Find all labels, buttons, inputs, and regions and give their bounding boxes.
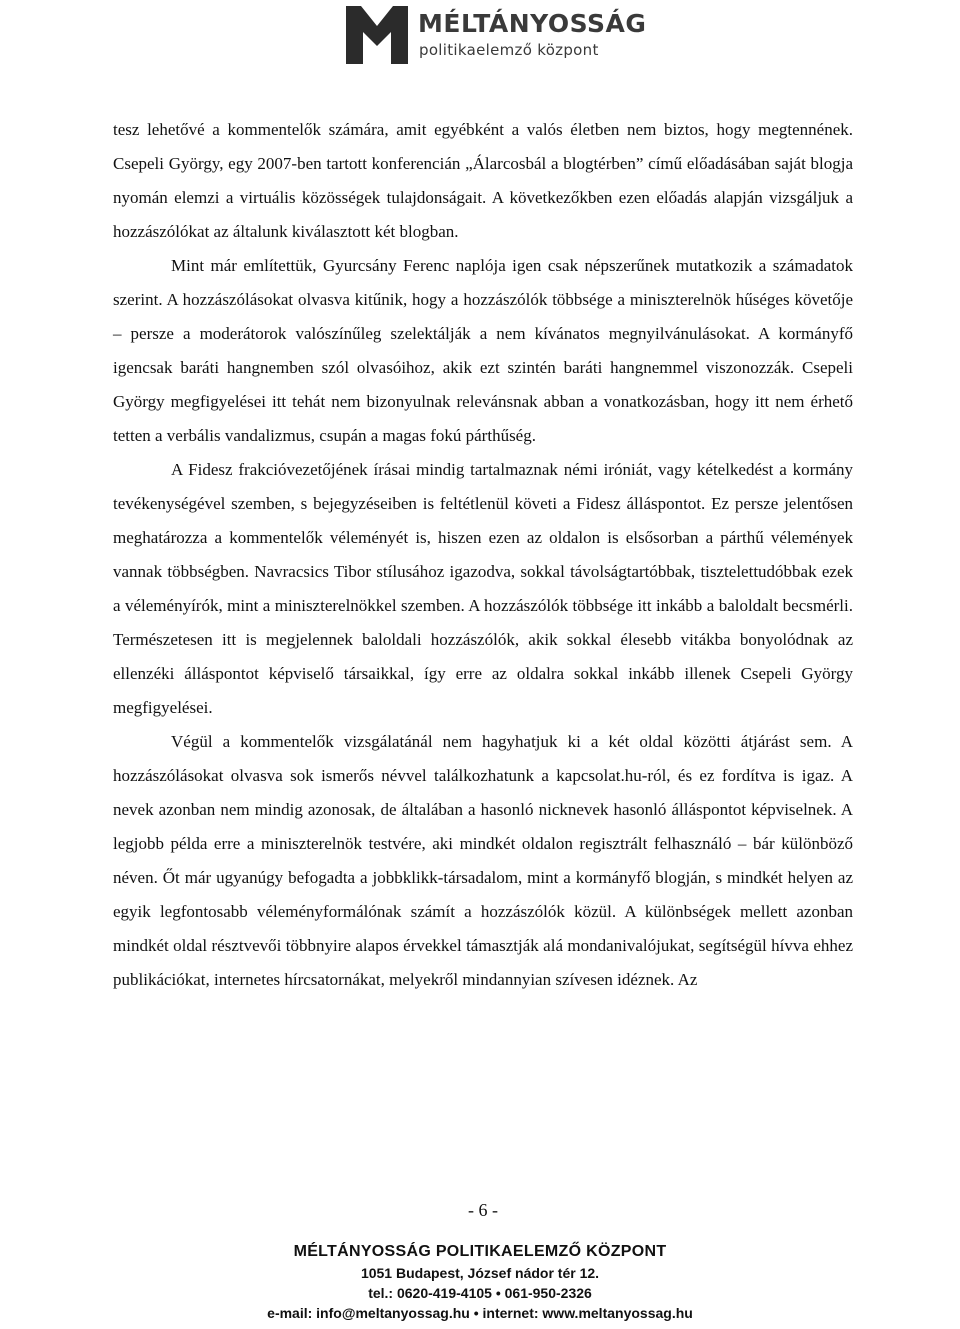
footer-contact: e-mail: info@meltanyossag.hu • internet: www.meltanyossag.hu [267, 1305, 693, 1321]
meltanyossag-logo-icon [346, 6, 408, 64]
page-footer [0, 1241, 960, 1323]
brand-subtitle: politikaelemző központ [419, 41, 599, 59]
brand-name: MÉLTÁNYOSSÁG [418, 9, 647, 38]
footer-title: MÉLTÁNYOSSÁG POLITIKAELEMZŐ KÖZPONT [293, 1243, 667, 1260]
paragraph: Végül a kommentelők vizsgálatánál nem hagyhatjuk ki a két oldal közötti átjárást sem. A hozzászólásokat olvasva sok ismerős névvel találkozhatunk a kapcsolat.hu-ról, és ez fordítva is igaz. A nevek azonban nem mindig azonosak, de általában a hasonló nicknevek hasonló álláspontot képviselnek. A legjobb példa erre a miniszterelnök testvére, aki mindkét oldalon regisztrált felhasználó – bár különböző néven. Őt már ugyanúgy befogadta a jobbklikk-társadalom, mint a kormányfő blogján, s mindkét helyen az egyik legfontosabb véleményformálónak számít a hozzászólók közül. A különbségek mellett azonban mindkét oldal résztvevői többnyire alapos érvekkel támasztják alá mondanivalójukat, segítségül hívva ehhez publikációkat, internetes hírcsatornákat, melyekről mindannyian szívesen idéznek. Az [113, 732, 853, 989]
page-header [0, 0, 960, 70]
paragraph: A Fidesz frakcióvezetőjének írásai mindig tartalmaznak némi iróniát, vagy kételkedést a kormány tevékenységével szemben, s bejegyzéseiben is feltétlenül követi a Fidesz álláspontot. Ez persze jelentősen meghatározza a kommentelők véleményét is, hiszen ezen az oldalon is elsősorban a párthű vélemények vannak többségben. Navracsics Tibor stílusához igazodva, sokkal távolságtartóbbak, tisztelettudóbbak ezek a véleményírók, mint a miniszterelnökkel szemben. A hozzászólók többsége itt inkább a baloldalt becsmérli. Természetesen itt is megjelennek baloldali hozzászólók, akik sokkal élesebb vitákba bonyolódnak az ellenzéki álláspontot képviselő társaikkal, így erre az oldalra sokkal inkább illenek Csepeli György megfigyelései. [113, 460, 853, 717]
paragraph: tesz lehetővé a kommentelők számára, amit egyébként a valós életben nem biztos, hogy megtennének. Csepeli György, egy 2007-ben tartott konferencián „Álarcosbál a blogtérben” című előadásában saját blogja nyomán elemzi a virtuális közösségek tulajdonságait. A következőkben ezen előadás alapján vizsgáljuk a hozzászólókat az általunk kiválasztott két blogban. [113, 120, 853, 241]
page-number: - 6 - [468, 1200, 498, 1220]
paragraph: Mint már említettük, Gyurcsány Ferenc naplója igen csak népszerűnek mutatkozik a számadatok szerint. A hozzászólásokat olvasva kitűnik, hogy a hozzászólók többsége a miniszterelnök hűséges követője – persze a moderátorok valószínűleg szelektálják a nem kívánatos megnyilvánulásokat. A kormányfő igencsak baráti hangnemben szól olvasóihoz, akik ezt szintén baráti hangnemmel viszonozzák. Csepeli György megfigyelései itt tehát nem bizonyulnak relevánsnak abban a vonatkozásban, hogy itt nem érhető tetten a verbális vandalizmus, csupán a magas fokú párthűség. [113, 256, 853, 445]
document-body [113, 113, 853, 997]
footer-address: 1051 Budapest, József nádor tér 12. [360, 1265, 600, 1281]
footer-phone: tel.: 0620-419-4105 • 061-950-2326 [368, 1285, 592, 1301]
